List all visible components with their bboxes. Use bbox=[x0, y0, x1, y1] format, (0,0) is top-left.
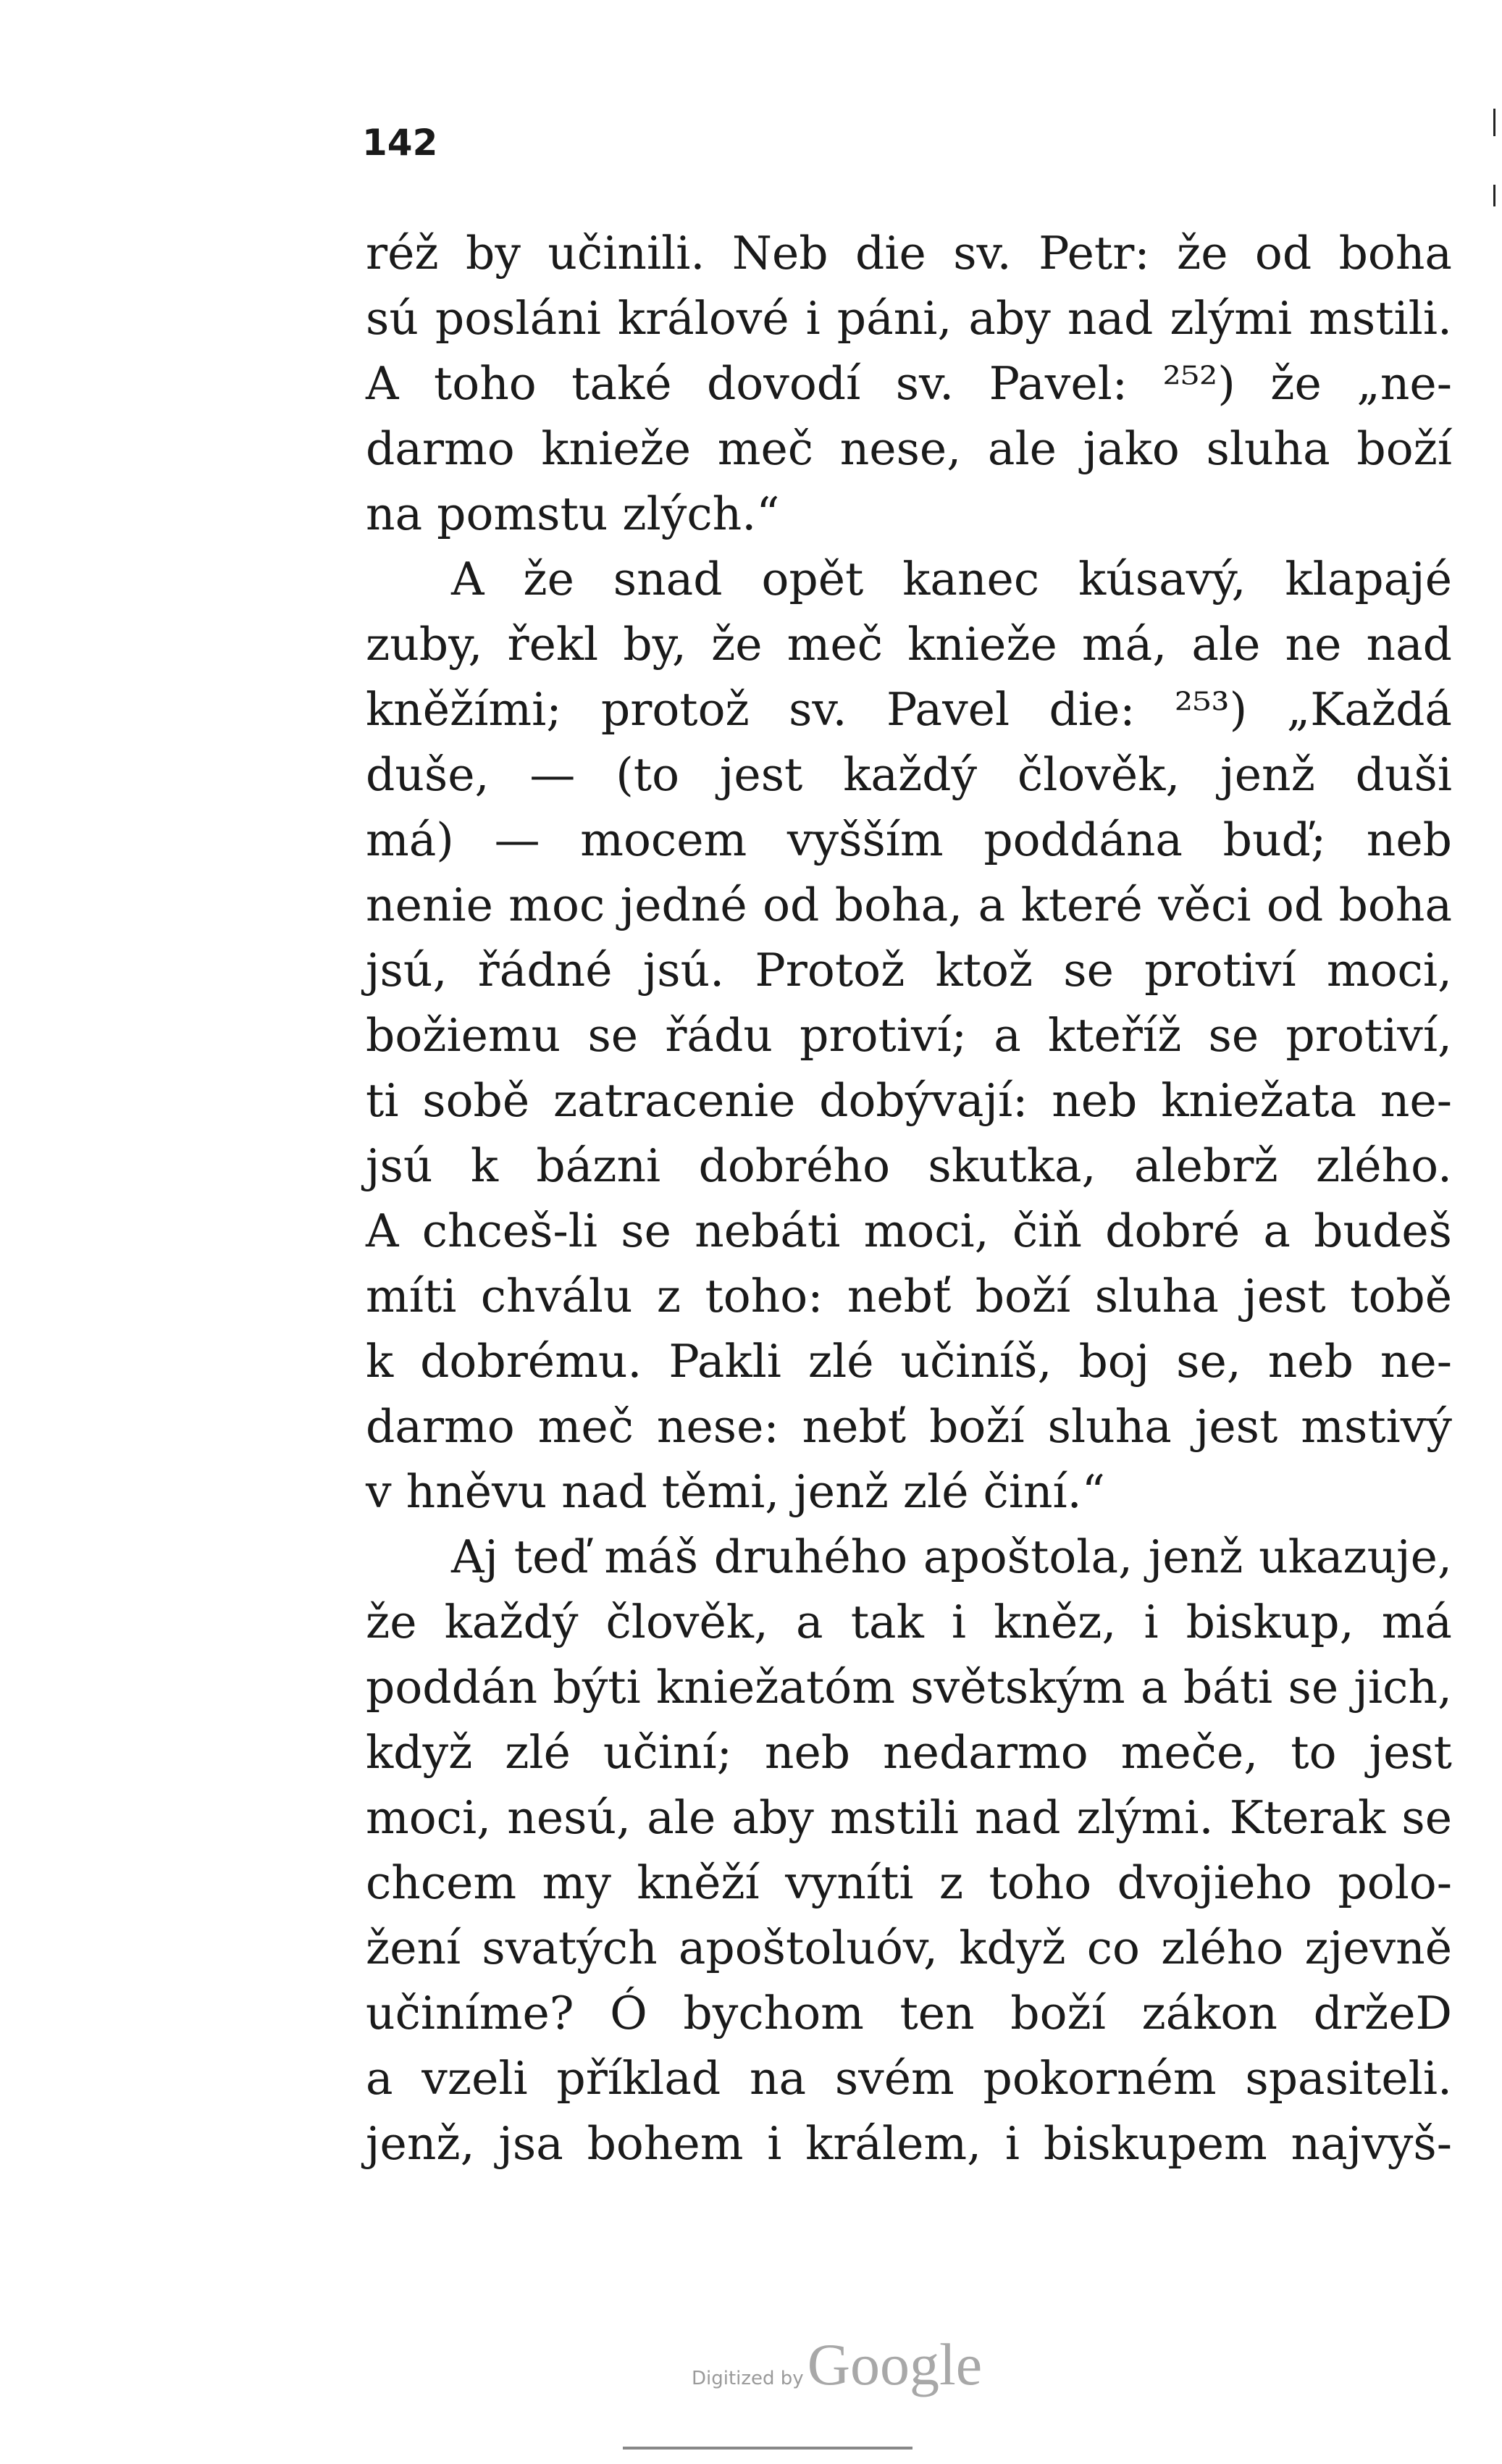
text-line: kněžími; protož sv. Pavel die: ²⁵³) „Každá bbox=[366, 683, 1452, 736]
text-line: A toho také dovodí sv. Pavel: ²⁵²) že „ne- bbox=[366, 357, 1452, 410]
text-line: Aj teď máš druhého apoštola, jenž ukazuje, bbox=[451, 1530, 1452, 1583]
text-line: duše, — (to jest každý člověk, jenž duši bbox=[366, 748, 1452, 801]
text-line: když zlé učiní; neb nedarmo meče, to jest bbox=[366, 1726, 1452, 1779]
scan-edge-mark bbox=[1493, 109, 1495, 136]
text-line: darmo meč nese: nebť boží sluha jest mstivý bbox=[366, 1400, 1452, 1453]
text-line: darmo knieže meč nese, ale jako sluha boží bbox=[366, 422, 1452, 475]
text-line: k dobrému. Pakli zlé učiníš, boj se, neb ne- bbox=[366, 1335, 1452, 1388]
text-line: sú posláni králové i páni, aby nad zlými mstili. bbox=[366, 292, 1452, 345]
text-line: jenž, jsa bohem i králem, i biskupem najvyš- bbox=[366, 2117, 1452, 2170]
text-line: jsú, řádné jsú. Protož ktož se protiví moci, bbox=[366, 944, 1452, 997]
text-line: nenie moc jedné od boha, a které věci od boha bbox=[366, 879, 1452, 931]
text-line: zuby, řekl by, že meč knieže má, ale ne nad bbox=[366, 618, 1452, 671]
text-line: má) — mocem vyšším poddána buď; neb bbox=[366, 813, 1452, 866]
google-logo: Google bbox=[807, 2331, 983, 2397]
text-line: A chceš-li se nebáti moci, čiň dobré a budeš bbox=[366, 1204, 1452, 1257]
digitized-label: Digitized by bbox=[692, 2368, 804, 2389]
text-line: a vzeli příklad na svém pokorném spasiteli. bbox=[366, 2052, 1452, 2105]
text-line: žení svatých apoštoluóv, když co zlého zjevně bbox=[366, 1922, 1452, 1974]
text-line: jsú k bázni dobrého skutka, alebrž zlého. bbox=[366, 1139, 1452, 1192]
scan-edge-mark bbox=[1493, 185, 1495, 206]
text-line: učiníme? Ó bychom ten boží zákon držeD bbox=[366, 1987, 1452, 2040]
text-line: réž by učinili. Neb die sv. Petr: že od boha bbox=[366, 227, 1452, 280]
text-line: že každý člověk, a tak i kněz, i biskup, má bbox=[366, 1596, 1452, 1648]
page-number: 142 bbox=[362, 122, 438, 164]
text-line: ti sobě zatracenie dobývají: neb kniežata ne- bbox=[366, 1074, 1452, 1127]
text-line: božiemu se řádu protiví; a kteříž se protiví, bbox=[366, 1009, 1452, 1062]
text-line: moci, nesú, ale aby mstili nad zlými. Kterak se bbox=[366, 1791, 1452, 1844]
text-line: míti chválu z toho: nebť boží sluha jest tobě bbox=[366, 1270, 1452, 1323]
text-line: chcem my kněží vyníti z toho dvojieho polo- bbox=[366, 1856, 1452, 1909]
text-line: A že snad opět kanec kúsavý, klapajé bbox=[451, 553, 1452, 605]
text-line: poddán býti kniežatóm světským a báti se jich, bbox=[366, 1661, 1452, 1714]
digitized-watermark bbox=[692, 2331, 982, 2399]
text-line: na pomstu zlých.“ bbox=[366, 487, 780, 540]
text-line: v hněvu nad těmi, jenž zlé činí.“ bbox=[366, 1465, 1105, 1518]
bottom-rule bbox=[623, 2447, 912, 2450]
